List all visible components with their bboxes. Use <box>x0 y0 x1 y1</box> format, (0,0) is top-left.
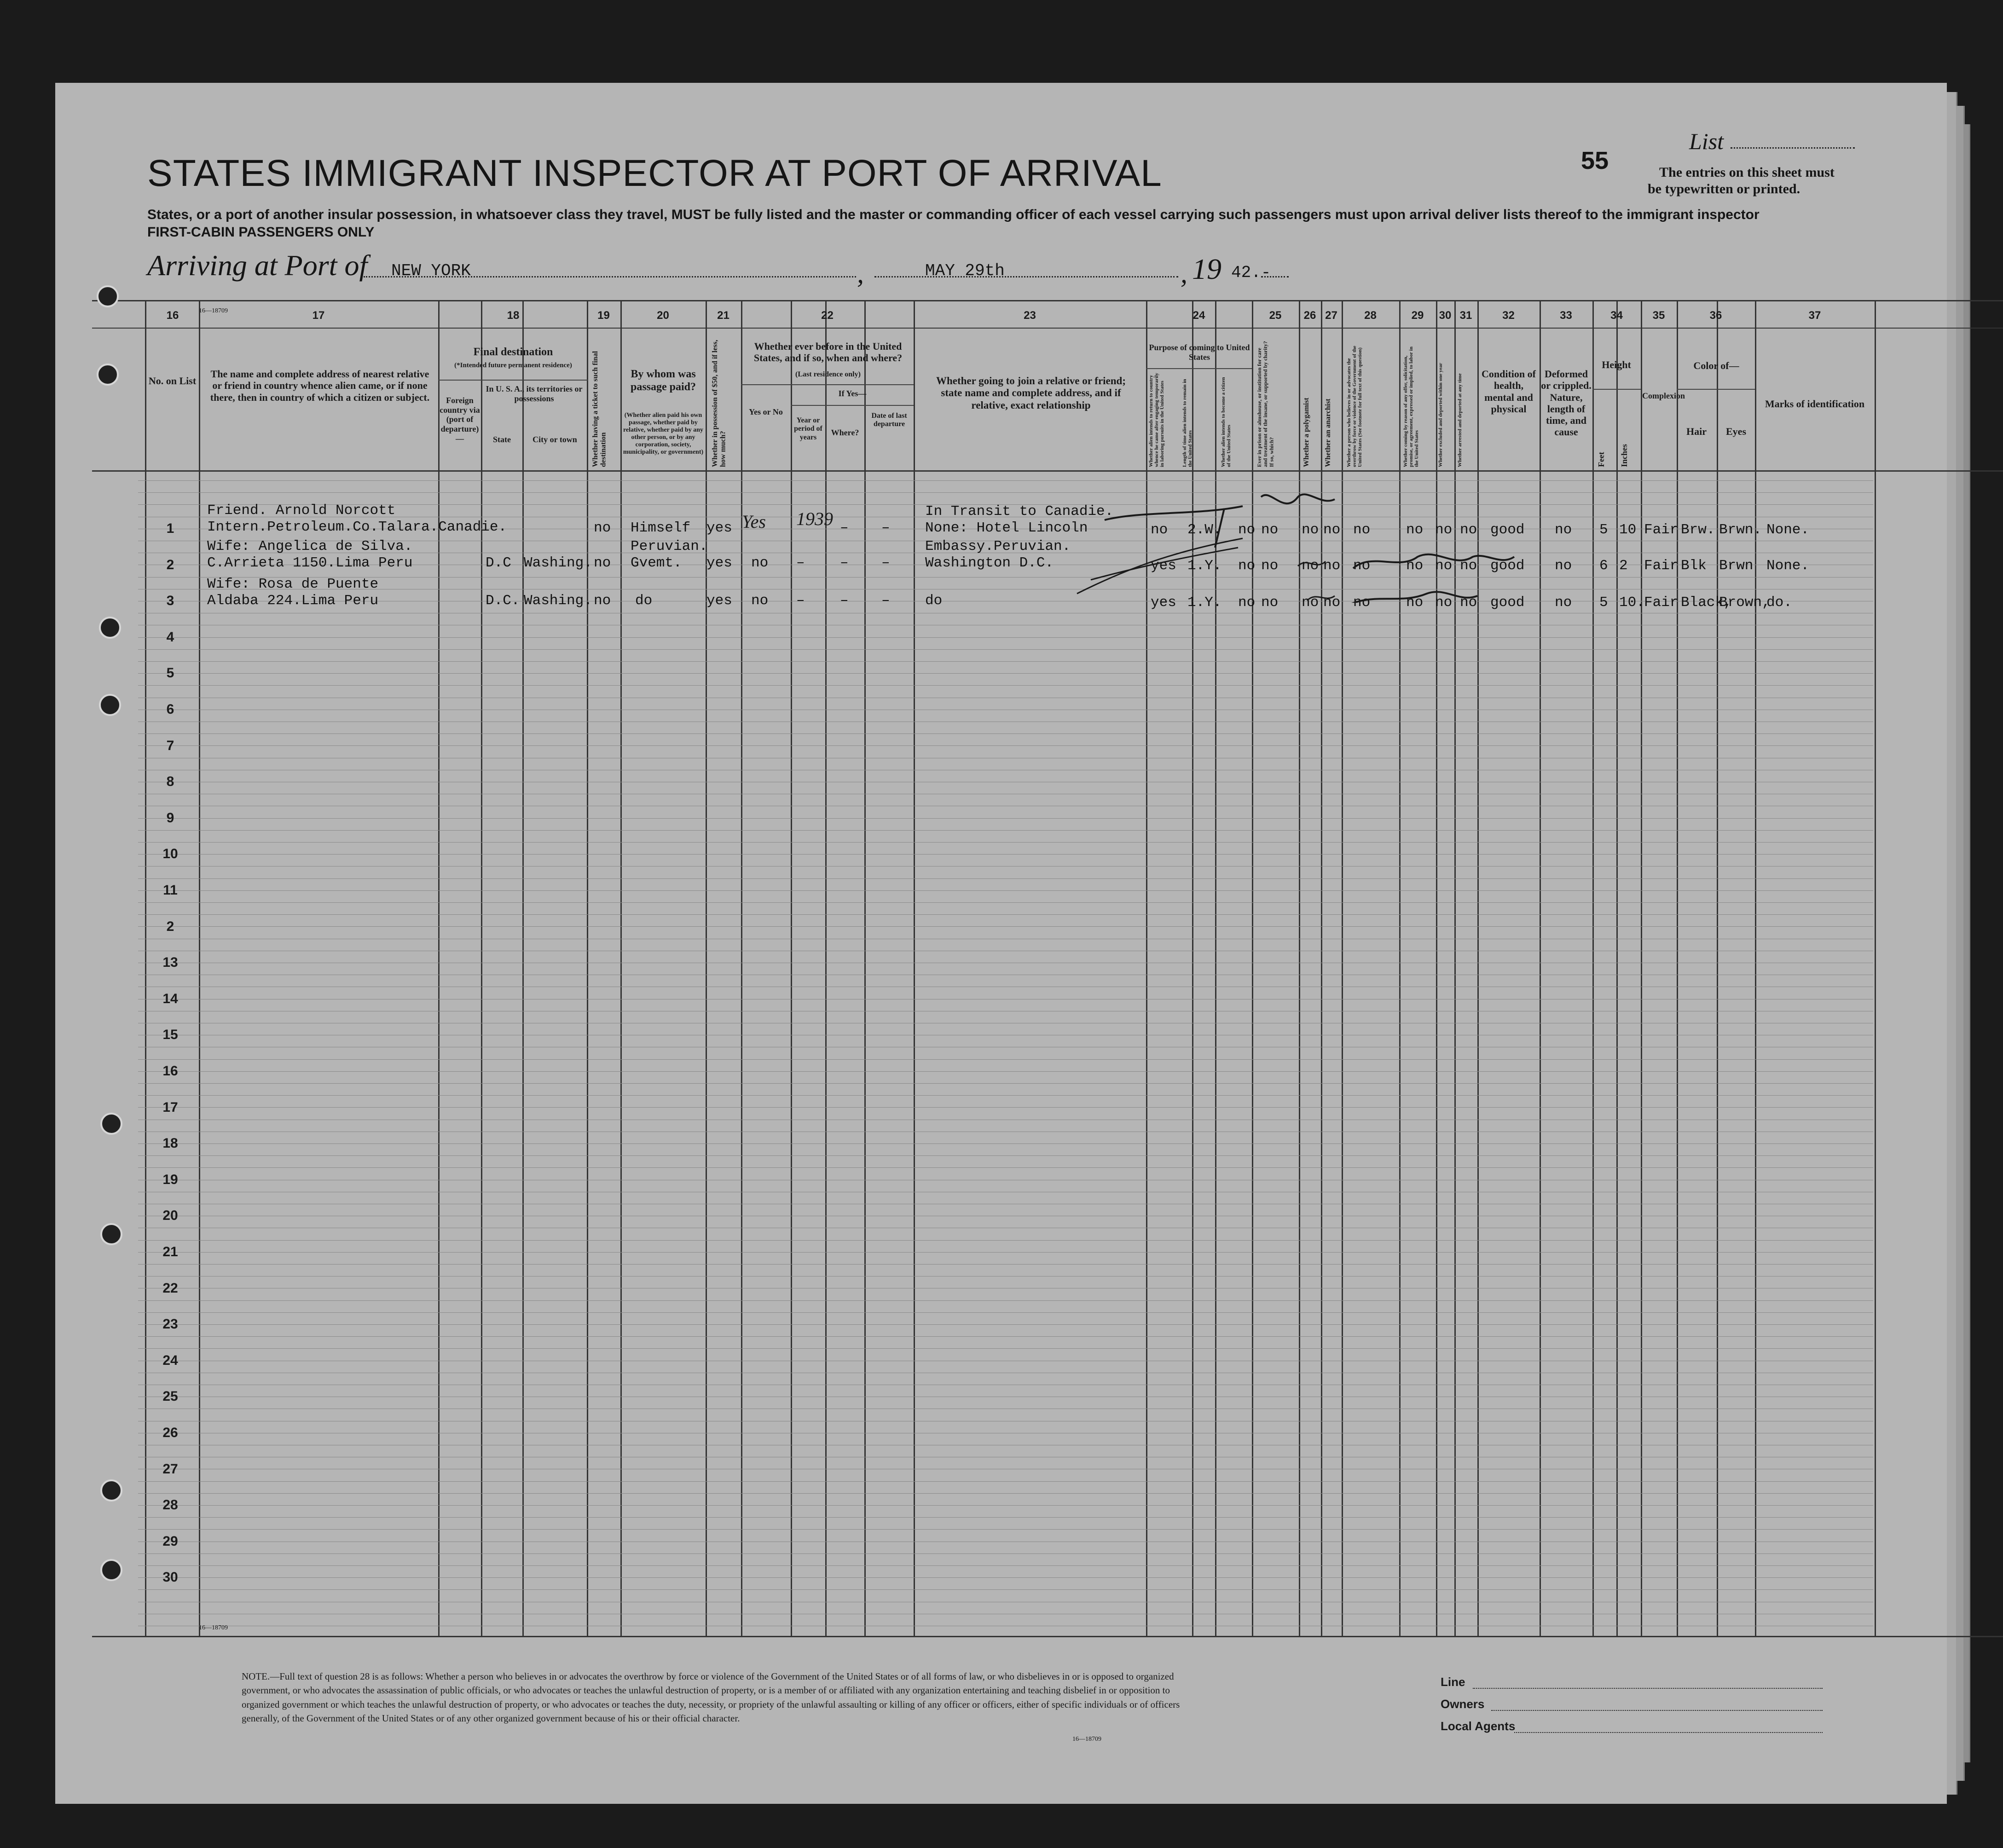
header-where: Where? <box>831 428 859 437</box>
entry-3-prison: no <box>1261 595 1279 611</box>
line-label: Line <box>1441 1675 1465 1689</box>
col-num-34: 34 <box>1610 309 1623 322</box>
entry-2-complexion: Fair <box>1644 558 1679 574</box>
col-num-18: 18 <box>507 309 520 322</box>
date-line <box>874 276 1178 277</box>
ruled-line <box>138 1071 1873 1072</box>
entry-1-eyes: Brwn. <box>1719 522 1762 538</box>
ruled-line <box>138 685 1873 686</box>
col-line <box>914 300 915 1636</box>
entry-1-q31: no <box>1460 522 1477 538</box>
ruled-line <box>138 818 1873 819</box>
row-number: 16 <box>162 1063 178 1079</box>
entry-1-join: In Transit to Canadie. <box>925 503 1114 520</box>
punch-hole <box>100 1223 122 1245</box>
sub-header-rule <box>1146 368 1252 369</box>
row-number: 15 <box>162 1027 178 1043</box>
col-line <box>706 300 707 1636</box>
entry-1-relative-address: Intern.Petroleum.Co.Talara.Canadie. <box>207 519 507 535</box>
header-purpose-return: Whether alien intends to return to country whence he came after engaging temporarily in laboring pursuits in the United States <box>1148 373 1165 467</box>
entry-1-paid-by: Himself <box>631 520 691 536</box>
col-line <box>1677 300 1678 1636</box>
header-eyes: Eyes <box>1726 426 1746 437</box>
ruled-line <box>138 1553 1873 1554</box>
entry-3-state: D.C. <box>486 593 520 609</box>
col-line <box>1717 300 1718 1636</box>
entry-3-q30: no <box>1435 595 1453 611</box>
col-num-37: 37 <box>1808 309 1821 322</box>
col-line <box>587 300 588 1636</box>
col-line <box>825 300 827 1636</box>
row-number: 28 <box>162 1497 178 1513</box>
entry-3-paid-by: do <box>635 593 653 609</box>
date-value: MAY 29th <box>925 261 1005 280</box>
port-value: NEW YORK <box>391 261 471 280</box>
entry-3-before-date: – <box>881 593 890 609</box>
local-agents-signature-line <box>1514 1732 1823 1733</box>
ruled-line <box>138 1336 1873 1337</box>
entry-1-complexion: Fair <box>1644 522 1679 538</box>
page-title: STATES IMMIGRANT INSPECTOR AT PORT OF ARRIVAL <box>147 152 1162 194</box>
header-year: Year or period of years <box>794 416 822 441</box>
header-no-on-list: No. on List <box>148 375 197 387</box>
header-deformed: Deformed or crippled. Nature, length of time, and cause <box>1541 368 1592 438</box>
entry-2-before-where: – <box>840 555 849 571</box>
entry-1-purpose-length: 2.W. <box>1187 522 1222 538</box>
header-usa: In U. S. A., its territories or possessions <box>486 384 583 403</box>
row-number: 30 <box>162 1570 178 1585</box>
entry-3-purpose-return: yes <box>1151 595 1176 611</box>
ruled-line <box>138 1481 1873 1482</box>
entry-2-health: good <box>1490 558 1525 574</box>
col-line <box>145 300 146 1636</box>
header-foreign-country: Foreign country via (port of departure)— <box>440 396 480 443</box>
col-num-28: 28 <box>1364 309 1377 322</box>
entry-3-health: good <box>1490 595 1525 611</box>
instruction-text: States, or a port of another insular possession, in whatsoever class they travel, MUST be fully listed and the master or commanding officer of each vessel carrying such passengers must upon arrival deliver lists thereof to the immigrant inspector <box>147 207 1760 222</box>
row-number: 27 <box>162 1461 178 1477</box>
list-line <box>1731 147 1855 149</box>
row-number: 29 <box>162 1533 178 1549</box>
header-paid-by-sub: (Whether alien paid his own passage, whether paid by relative, whether paid by any other person, or by any corporation, society, municipality, or government) <box>623 412 704 456</box>
row-number: 9 <box>166 810 174 826</box>
entry-3-feet: 5 <box>1599 595 1608 611</box>
sub-header-rule <box>438 380 588 381</box>
row-number: 26 <box>162 1425 178 1440</box>
entry-1-join-address: None: Hotel Lincoln <box>925 520 1088 536</box>
header-paid-by: By whom was passage paid? <box>630 368 696 393</box>
row-number: 2 <box>166 557 174 572</box>
row-number: 18 <box>162 1136 178 1151</box>
entry-3-relative-address: Aldaba 224.Lima Peru <box>207 593 379 609</box>
ruled-line <box>138 1155 1873 1156</box>
entry-1-relative: Friend. Arnold Norcott <box>207 502 396 519</box>
col-num-24: 24 <box>1193 309 1205 322</box>
row-number: 8 <box>166 774 174 790</box>
col-num-32: 32 <box>1502 309 1515 322</box>
row-number: 6 <box>166 702 174 717</box>
entry-2-money: yes <box>706 555 732 571</box>
header-date-departure: Date of last departure <box>871 412 907 428</box>
entry-3-before-where: – <box>840 593 849 609</box>
entry-1-purpose-return: no <box>1151 522 1168 538</box>
entry-2-before-year: – <box>796 555 805 571</box>
entry-1-inches: 10 <box>1619 522 1637 538</box>
entry-3-q28: no <box>1353 595 1371 611</box>
header-feet: Feet <box>1597 452 1606 467</box>
entry-3-relative: Wife: Rosa de Puente <box>207 576 379 592</box>
entry-3-city: Washing. <box>524 593 592 609</box>
header-hair: Hair <box>1686 426 1707 437</box>
header-city: City or town <box>533 435 577 444</box>
owners-label: Owners <box>1441 1697 1485 1711</box>
ruled-line <box>138 492 1873 493</box>
entry-2-q30: no <box>1435 558 1453 574</box>
header-purpose-length: Length of time alien intends to remain in the United States <box>1182 379 1193 467</box>
header-q28: Whether a person who believes in or advocates the overthrow by force or violence of the Government of the United States (See footnote for full text of this question) <box>1346 346 1363 467</box>
row-number: 7 <box>166 738 174 753</box>
entry-2-hair: Blk <box>1681 558 1707 574</box>
row-number: 20 <box>162 1208 178 1224</box>
entry-2-deformed: no <box>1555 558 1572 574</box>
punch-hole <box>99 694 121 716</box>
year-prefix: 19 <box>1192 253 1221 285</box>
ruled-line <box>138 577 1873 578</box>
header-relative: The name and complete address of nearest relative or friend in country whence alien came, or if none there, then in country of which a citizen or subject. <box>210 368 430 403</box>
header-anarchist: Whether an anarchist <box>1324 398 1332 467</box>
typewritten-note: be typewritten or printed. <box>1648 181 1800 196</box>
entry-3-anarchist: no <box>1323 595 1341 611</box>
punch-hole <box>100 1479 122 1502</box>
comma-separator: , <box>857 258 864 289</box>
col-line <box>481 300 482 1636</box>
header-prison: Ever in prison or almshouse, or institution for care and treatment of the insane, or supported by charity? If so, which? <box>1256 341 1275 467</box>
row-number: 25 <box>162 1389 178 1404</box>
header-health: Condition of health, mental and physical <box>1482 368 1536 415</box>
entry-1-health: good <box>1490 522 1525 538</box>
ruled-line <box>138 1493 1873 1494</box>
sub-header-rule <box>791 405 914 406</box>
entry-3-deformed: no <box>1555 595 1572 611</box>
ruled-line <box>138 1577 1873 1578</box>
form-number: 16—18709 <box>199 307 228 314</box>
header-ever-before: Whether ever before in the United States, and if so, when and where? <box>753 341 903 364</box>
ruled-line <box>138 649 1873 650</box>
entry-3-before-year: – <box>796 593 805 609</box>
header-money: Whether in possession of $50, and if less, how much? <box>711 340 727 467</box>
ruled-line <box>138 878 1873 879</box>
ruled-line <box>138 1143 1873 1144</box>
entry-3-marks: do. <box>1766 595 1792 611</box>
entry-3-polygamist: no <box>1302 595 1319 611</box>
entry-3-eyes: Brown, <box>1719 595 1771 611</box>
ruled-line <box>138 1107 1873 1108</box>
entry-2-purpose-return: yes <box>1151 558 1176 574</box>
header-if-yes: If Yes— <box>838 389 867 398</box>
header-complexion: Complexion <box>1642 391 1685 400</box>
form-number-note: 16—18709 <box>1072 1736 1101 1743</box>
entry-1-q29: no <box>1406 522 1424 538</box>
entry-1-prison: no <box>1261 522 1279 538</box>
ruled-line <box>138 854 1873 855</box>
row-number: 10 <box>162 846 178 862</box>
ruled-line <box>138 1589 1873 1590</box>
entry-2-inches: 2 <box>1619 558 1628 574</box>
entry-2-city: Washing. <box>524 555 592 571</box>
col-num-29: 29 <box>1411 309 1424 322</box>
col-num-30: 30 <box>1439 309 1452 322</box>
col-line <box>1875 300 1876 1636</box>
sub-header-rule <box>1592 389 1641 390</box>
ruled-line <box>138 1505 1873 1506</box>
entry-2-join-address: Washington D.C. <box>925 555 1054 571</box>
line-signature-line <box>1473 1688 1823 1689</box>
entry-1-before-year: 1939 <box>796 508 833 529</box>
entry-2-before-date: – <box>881 555 890 571</box>
col-line <box>741 300 742 1636</box>
entry-3-inches: 10. <box>1619 595 1645 611</box>
entry-1-before-where: – <box>840 520 849 536</box>
entry-3-hair: Black, <box>1681 595 1732 611</box>
entry-3-money: yes <box>706 593 732 609</box>
header-ever-before-sub: (Last residence only) <box>795 370 861 378</box>
ruled-line <box>138 745 1873 746</box>
row-number: 1 <box>166 521 174 536</box>
form-number-footer: 16—18709 <box>199 1624 228 1631</box>
entry-2-state: D.C <box>486 555 511 571</box>
header-final-destination: Final destination <box>473 346 553 358</box>
entry-2-relative-address: C.Arrieta 1150.Lima Peru <box>207 555 413 571</box>
entry-2-ticket: no <box>594 555 611 571</box>
entry-2-q29: no <box>1406 558 1424 574</box>
ruled-line <box>138 1264 1873 1265</box>
handwritten-annotations <box>1049 479 1611 603</box>
typewritten-note: The entries on this sheet must <box>1659 165 1835 180</box>
page-number: 55 <box>1581 147 1609 174</box>
entry-2-polygamist: no <box>1302 558 1319 574</box>
entry-1-deformed: no <box>1555 522 1572 538</box>
punch-hole <box>97 364 119 386</box>
year-suffix: 42.- <box>1231 263 1271 282</box>
entry-2-purpose-length: 1.Y. <box>1187 558 1222 574</box>
ruled-line <box>138 480 1873 481</box>
list-label: List <box>1689 128 1724 154</box>
entry-1-ticket: no <box>594 520 611 536</box>
manifest-sheet <box>55 83 1947 1804</box>
row-number: 23 <box>162 1317 178 1332</box>
ruled-line <box>138 1252 1873 1253</box>
row-number: 17 <box>162 1099 178 1115</box>
entry-2-paid-by-2: Gvemt. <box>631 555 682 571</box>
punch-hole <box>97 285 119 307</box>
col-num-25: 25 <box>1269 309 1282 322</box>
header-height: Height <box>1602 359 1631 370</box>
table-bottom-rule <box>92 1636 2003 1637</box>
entry-1-before-yesno: Yes <box>742 511 766 532</box>
entry-2-marks: None. <box>1766 558 1810 574</box>
entry-1-purpose-citizen: no <box>1238 522 1256 538</box>
ruled-line <box>138 902 1873 903</box>
row-number: 24 <box>162 1352 178 1368</box>
row-number: 4 <box>166 629 174 645</box>
col-line <box>1641 300 1642 1636</box>
col-line <box>438 300 440 1636</box>
col-num-31: 31 <box>1459 309 1472 322</box>
row-number: 3 <box>166 593 174 609</box>
entry-1-hair: Brw. <box>1681 522 1715 538</box>
ruled-line <box>138 1517 1873 1518</box>
header-final-destination-sub: (*Intended future permanent residence) <box>454 362 572 369</box>
col-num-21: 21 <box>717 309 729 322</box>
row-number: 14 <box>162 991 178 1006</box>
col-line <box>791 300 792 1636</box>
entry-2-before-yesno: no <box>751 555 769 571</box>
header-ticket: Whether having a ticket to such final destination <box>591 351 608 467</box>
header-q31: Whether arrested and deported at any time <box>1457 373 1463 467</box>
punch-hole <box>100 1113 122 1135</box>
header-marks: Marks of identification <box>1765 398 1865 410</box>
row-number: 11 <box>163 883 178 898</box>
entry-1-before-date: – <box>881 520 890 536</box>
col-num-35: 35 <box>1652 309 1665 322</box>
col-num-26: 26 <box>1303 309 1316 322</box>
entry-3-join: do <box>925 593 943 609</box>
entry-1-money: yes <box>706 520 732 536</box>
row-number: 5 <box>166 665 174 681</box>
col-num-22: 22 <box>821 309 834 322</box>
punch-hole <box>99 617 121 639</box>
instruction-text-class: FIRST-CABIN PASSENGERS ONLY <box>147 225 375 240</box>
entry-2-q31: no <box>1460 558 1477 574</box>
entry-3-purpose-length: 1.Y. <box>1187 595 1222 611</box>
entry-2-prison: no <box>1261 558 1279 574</box>
ruled-line <box>138 673 1873 674</box>
col-num-36: 36 <box>1709 309 1722 322</box>
arriving-label: Arriving at Port of <box>147 249 368 282</box>
ruled-line <box>138 830 1873 831</box>
ruled-line <box>138 1095 1873 1096</box>
page-stack-edge <box>1963 124 1970 1762</box>
col-num-16: 16 <box>166 309 179 322</box>
ruled-line <box>138 661 1873 662</box>
col-num-23: 23 <box>1024 309 1036 322</box>
comma-separator: , <box>1181 258 1187 289</box>
ruled-line <box>138 926 1873 927</box>
header-color-of: Color of— <box>1693 360 1739 371</box>
entry-3-before-yesno: no <box>751 593 769 609</box>
entry-3-ticket: no <box>594 593 611 609</box>
header-q29: Whether coming by reason of any offer, solicitation, promise, or agreement, expressed or implied, to labor in the United States <box>1403 346 1420 467</box>
sub-header-rule <box>741 384 914 385</box>
col-num-33: 33 <box>1560 309 1572 322</box>
col-line <box>1755 300 1756 1636</box>
col-line <box>1616 300 1618 1636</box>
ruled-line <box>138 1324 1873 1325</box>
col-line <box>620 300 622 1636</box>
ruled-line <box>138 1059 1873 1060</box>
entry-2-q28: no <box>1353 558 1371 574</box>
ruled-line <box>138 1240 1873 1241</box>
ruled-line <box>138 1312 1873 1313</box>
entry-2-join: Embassy.Peruvian. <box>925 538 1071 554</box>
entry-1-polygamist: no <box>1302 522 1319 538</box>
entry-1-q30: no <box>1435 522 1453 538</box>
col-line <box>522 300 524 1636</box>
col-num-20: 20 <box>657 309 669 322</box>
ruled-line <box>138 1083 1873 1084</box>
header-purpose: Purpose of coming to United States <box>1149 343 1250 362</box>
header-state: State <box>493 435 511 444</box>
ruled-line <box>138 1167 1873 1168</box>
entry-1-anarchist: no <box>1323 522 1341 538</box>
entry-3-purpose-citizen: no <box>1238 595 1256 611</box>
col-num-17: 17 <box>312 309 325 322</box>
ruled-line <box>138 637 1873 638</box>
sub-header-rule <box>1677 389 1755 390</box>
header-yes-no: Yes or No <box>749 407 783 416</box>
ruled-line <box>138 1565 1873 1566</box>
entry-1-marks: None. <box>1766 522 1810 538</box>
footnote-question-28: NOTE.—Full text of question 28 is as follows: Whether a person who believes in or advocates the overthrow by force or violence of the Government of the United States or of all forms of law, or who disbelieves in or is opposed to organized government, or who advocates the assassination of public officials, or who advocates or teaches the unlawful destruction of property, or is a member of or affiliated with any organization entertaining and teaching disbelief in or opposition to organized government or which teaches the unlawful destruction of property, or who advocates or teaches the duty, necessity, or propriety of the unlawful assaulting or killing of any officer or officers, either of specific individuals or of officers generally, of the Government of the United States or of any other organized government because of his or their official character. <box>242 1671 1180 1724</box>
entry-2-paid-by: Peruvian. <box>631 538 708 554</box>
entry-1-q28: no <box>1353 522 1371 538</box>
entry-2-relative: Wife: Angelica de Silva. <box>207 538 413 554</box>
ruled-line <box>138 733 1873 734</box>
local-agents-label: Local Agents <box>1441 1719 1516 1733</box>
entry-3-q29: no <box>1406 595 1424 611</box>
row-number: 13 <box>162 955 178 970</box>
header-join-relative: Whether going to join a relative or friend; state name and complete address, and if relative, exact relationship <box>936 375 1126 411</box>
header-q30: Whether excluded and deported within one year <box>1438 363 1443 467</box>
header-inches: Inches <box>1620 444 1629 467</box>
ruled-line <box>138 842 1873 843</box>
col-line <box>199 300 200 1636</box>
col-num-27: 27 <box>1325 309 1337 322</box>
row-number: 22 <box>162 1280 178 1296</box>
ruled-line <box>138 914 1873 915</box>
punch-hole <box>100 1559 122 1581</box>
entry-2-eyes: Brwn <box>1719 558 1754 574</box>
ruled-line <box>138 1348 1873 1349</box>
ruled-line <box>138 1529 1873 1530</box>
entry-2-feet: 6 <box>1599 558 1608 574</box>
ruled-line <box>138 890 1873 891</box>
owners-signature-line <box>1491 1710 1823 1711</box>
ruled-line <box>138 1300 1873 1301</box>
col-line <box>864 300 866 1636</box>
entry-2-anarchist: no <box>1323 558 1341 574</box>
col-num-19: 19 <box>597 309 610 322</box>
header-purpose-citizen: Whether alien intends to become a citizen of the United States <box>1221 377 1232 467</box>
entry-3-complexion: Fair <box>1644 595 1679 611</box>
entry-1-feet: 5 <box>1599 522 1608 538</box>
header-polygamist: Whether a polygamist <box>1303 398 1310 467</box>
row-number: 2 <box>166 918 174 934</box>
entry-3-q31: no <box>1460 595 1477 611</box>
row-number: 19 <box>162 1172 178 1187</box>
row-number: 21 <box>162 1244 178 1259</box>
entry-2-purpose-citizen: no <box>1238 558 1256 574</box>
